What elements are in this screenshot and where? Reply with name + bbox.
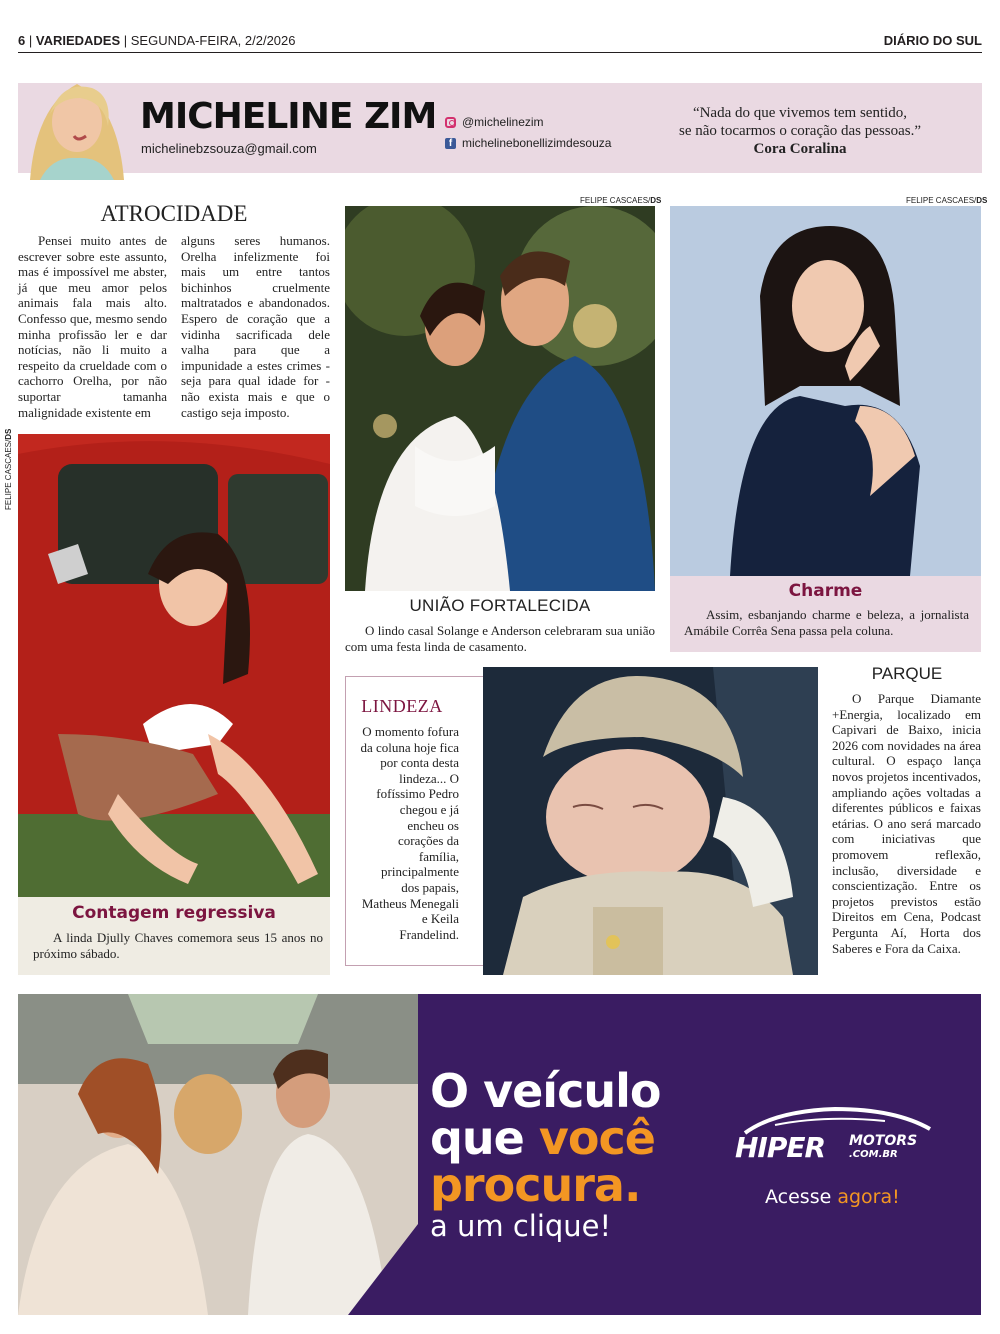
ad-line-2a: que <box>430 1111 539 1165</box>
quote-author: Cora Coralina <box>753 141 847 157</box>
quote-line-2: se não tocarmos o coração das pessoas.” <box>679 123 921 139</box>
ad-cta-a: Acesse <box>765 1186 838 1208</box>
issue-date: SEGUNDA-FEIRA, 2/2/2026 <box>130 33 296 48</box>
columnist-email[interactable]: michelinebzsouza@gmail.com <box>141 141 317 156</box>
uniao-text: O lindo casal Solange e Anderson celebraram sua união com uma festa linda de casamento. <box>345 623 655 654</box>
atrocidade-text-col1: Pensei muito antes de escrever sobre este assunto, mas é impossível me abster, já que meu amor pelos animais fala mais alto. Confesso que, mesmo sendo minha profissão ler e dar notícias, não li muito a respeito da crueldade com o cachorro Orelha, por não suportar tamanha malignidade existente em <box>18 233 167 420</box>
credit-agency: DS <box>976 196 988 205</box>
facebook-label: michelinebonellizimdesouza <box>462 136 612 150</box>
header-divider <box>18 52 982 53</box>
ad-line-2b: você <box>538 1111 655 1165</box>
instagram-label: @michelinezim <box>462 115 544 129</box>
credit-photographer: FELIPE CASCAES/ <box>4 439 13 510</box>
hipermotors-logo[interactable] <box>735 1105 935 1175</box>
publication-name: DIÁRIO DO SUL <box>883 33 982 48</box>
lindeza-title: LINDEZA <box>361 696 443 716</box>
page-number: 6 <box>18 33 26 48</box>
ad-headline <box>430 1064 661 1212</box>
facebook-handle[interactable] <box>445 136 611 150</box>
ad-line-2 <box>430 1111 660 1165</box>
header-left: 6 | VARIEDADES | SEGUNDA-FEIRA, 2/2/2026 <box>18 33 296 48</box>
brand-name: HIPER <box>735 1131 826 1164</box>
ad-subline: a um clique! <box>430 1209 612 1243</box>
charme-photo-credit <box>906 196 987 205</box>
ad-photo <box>18 994 418 1315</box>
quote-line-1: “Nada do que vivemos tem sentido, <box>692 105 908 121</box>
ad-cta-b: agora! <box>837 1186 900 1208</box>
parque-text: O Parque Diamante +Energia, localizado em Capivari de Baixo, inicia 2026 com novidades na área cultural. O espaço lança novos projetos incentivados, ampliando ações voltadas a diferentes públicos e faixas etárias. O ano será marcado com iniciativas que promovem reflexão, inclusão, diversidade e conscientização. Entre os projetos previstos estão Direitos em Cena, Podcast Pergunta Aí, Horta dos Saberes e Fora da Caixa. <box>832 691 981 956</box>
charme-photo <box>670 206 981 576</box>
instagram-icon <box>445 117 456 128</box>
uniao-heading: UNIÃO FORTALECIDA <box>409 596 591 615</box>
page-header <box>18 30 982 52</box>
ad-line-3: procura. <box>430 1158 641 1212</box>
baby-photo <box>483 667 818 975</box>
columnist-name: MICHELINE ZIM <box>140 96 437 137</box>
contagem-title: Contagem regressiva <box>72 903 276 923</box>
brand-sub-2: .COM.BR <box>849 1149 898 1160</box>
credit-photographer: FELIPE CASCAES/ <box>580 196 651 205</box>
credit-agency: DS <box>650 196 662 205</box>
charme-title: Charme <box>788 581 863 601</box>
lindeza-text: O momento fofura da coluna hoje fica por conta desta lindeza... O fofíssimo Pedro chegou e já encheu os corações da família, principalmente dos papais, Matheus Menegali e Keila Frandelind. <box>360 724 459 942</box>
ad-cta[interactable] <box>765 1186 900 1208</box>
charme-text: Assim, esbanjando charme e beleza, a jornalista Amábile Corrêa Sena passa pela coluna. <box>684 607 969 638</box>
photo-credit-vertical <box>4 429 13 510</box>
credit-agency: DS <box>4 428 13 440</box>
atrocidade-text-col2: alguns seres humanos. Orelha infelizmente foi mais um entre tantos bichinhos cruelmente maltratados e abandonados. Espero de coração que a vidinha sacrificada dele valha para que a impunidade a estes crimes - seja para qual idade for - não exista mais e que o castigo seja imposto. <box>181 233 330 420</box>
facebook-icon: f <box>445 138 456 149</box>
instagram-handle[interactable] <box>445 115 544 129</box>
columnist-photo <box>22 66 132 180</box>
ad-line-1: O veículo <box>430 1064 661 1118</box>
djully-photo <box>18 434 330 897</box>
wedding-photo <box>345 206 655 591</box>
contagem-text: A linda Djully Chaves comemora seus 15 anos no próximo sábado. <box>33 930 323 961</box>
epigraph-quote <box>650 104 950 158</box>
brand-suffix <box>849 1135 917 1161</box>
wedding-photo-credit <box>580 196 661 205</box>
atrocidade-heading: ATROCIDADE <box>100 201 248 226</box>
parque-heading: PARQUE <box>871 664 943 683</box>
brand-sub-1: MOTORS <box>849 1133 918 1149</box>
credit-photographer: FELIPE CASCAES/ <box>906 196 977 205</box>
section-name: VARIEDADES <box>35 33 121 48</box>
